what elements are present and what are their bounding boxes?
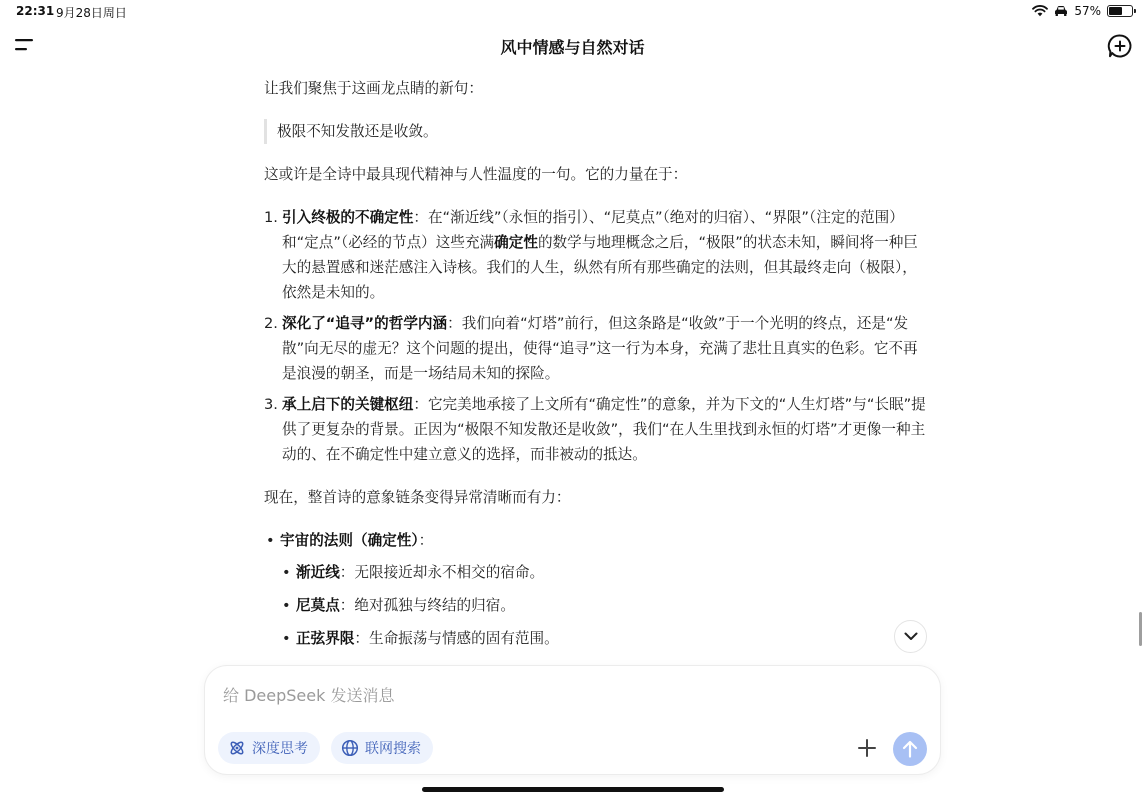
list-number: 1. [264, 209, 278, 226]
summary-paragraph: 现在，整首诗的意象链条变得异常清晰而有力： [264, 489, 571, 506]
numbered-list [264, 205, 928, 467]
send-button[interactable] [893, 732, 927, 766]
bullet-dot: • [282, 597, 291, 614]
list-item [280, 626, 928, 651]
intro-paragraph: 让我们聚焦于这画龙点睛的新句： [264, 80, 483, 97]
point-text: ：在“渐近线”（永恒的指引）、“尼莫点”（绝对的归宿）、“界限”（注定的范围）和“定点”（必经的节点）这些充满 [282, 209, 904, 251]
sub-bullet-text: ：无限接近却永不相交的宿命。 [339, 564, 545, 581]
arrow-up-icon [902, 740, 918, 758]
point-title: 承上启下的关键枢纽 [282, 396, 414, 413]
battery-fill [1109, 7, 1122, 15]
point-title: 引入终极的不确定性 [282, 209, 414, 226]
bullet-suffix: ： [418, 532, 434, 549]
battery-percent: 57% [1074, 4, 1101, 18]
point-text: ：我们向着“灯塔”前行，但这条路是“收敛”于一个光明的终点，还是“发散”向无尽的虚无？这个问题的提出，使得“追寻”这一行为本身，充满了悲壮且真实的色彩。它不再是浪漫的朝圣，而是一场结局未知的探险。 [282, 315, 918, 382]
new-chat-icon[interactable] [1107, 33, 1133, 59]
list-item [280, 593, 928, 618]
bullet-dot: • [282, 564, 291, 581]
battery-icon [1107, 5, 1133, 17]
status-indicators [1032, 3, 1133, 19]
sub-bullet-list [280, 560, 928, 651]
deep-think-button[interactable] [218, 732, 320, 764]
web-search-label: 联网搜索 [365, 741, 421, 757]
list-item [264, 528, 928, 651]
lead-paragraph: 这或许是全诗中最具现代精神与人性温度的一句。它的力量在于： [264, 166, 688, 183]
message-content [264, 76, 928, 659]
globe-icon [341, 739, 359, 757]
chevron-down-icon [904, 632, 918, 641]
scrollbar-thumb[interactable] [1139, 612, 1142, 646]
deep-think-label: 深度思考 [252, 741, 308, 757]
sub-bullet-title: 尼莫点 [296, 597, 340, 614]
page-title: 风中情感与自然对话 [500, 38, 645, 57]
list-item [264, 311, 928, 386]
point-title: 深化了“追寻”的哲学内涵 [282, 315, 448, 332]
scroll-to-bottom-button[interactable] [894, 620, 927, 653]
sub-bullet-title: 正弦界限 [296, 630, 355, 647]
status-date: 9月28日周日 [56, 6, 127, 20]
sub-bullet-text: ：绝对孤独与终结的归宿。 [339, 597, 515, 614]
bullet-list [264, 528, 928, 651]
sub-bullet-text: ：生命振荡与情感的固有范围。 [354, 630, 559, 647]
point-text: ：它完美地承接了上文所有“确定性”的意象，并为下文的“人生灯塔”与“长眠”提供了更复杂的背景。正因为“极限不知发散还是收敛”，我们“在人生里找到永恒的灯塔”才更像一种主动的、在不确定性中建立意义的选择，而非被动的抵达。 [282, 396, 926, 463]
composer-panel [205, 666, 940, 774]
bullet-dot: • [282, 630, 291, 647]
sub-bullet-title: 渐近线 [296, 564, 340, 581]
list-item [264, 205, 928, 305]
header [0, 26, 1145, 66]
quote-block: 极限不知发散还是收敛。 [264, 119, 928, 144]
point-text: 的数学与地理概念之后，“极限”的状态未知，瞬间将一种巨大的悬置感和迷茫感注入诗核。我们的人生，纵然有所有那些确定的法则，但其最终走向（极限），依然是未知的。 [282, 234, 918, 301]
bullet-title: 宇宙的法则（确定性） [280, 532, 419, 549]
bullet-dot: • [266, 532, 275, 549]
status-bar [0, 0, 1145, 24]
car-icon [1054, 5, 1068, 17]
home-indicator[interactable] [422, 787, 724, 792]
status-time: 22:31 [16, 4, 55, 18]
list-item [280, 560, 928, 585]
message-input[interactable] [223, 682, 903, 708]
list-number: 3. [264, 396, 278, 413]
web-search-button[interactable] [331, 732, 433, 764]
list-number: 2. [264, 315, 278, 332]
atom-icon [228, 739, 246, 757]
point-emphasis: 确定性 [494, 234, 538, 251]
plus-icon[interactable] [855, 736, 879, 760]
wifi-icon [1032, 5, 1048, 17]
list-item [264, 392, 928, 467]
